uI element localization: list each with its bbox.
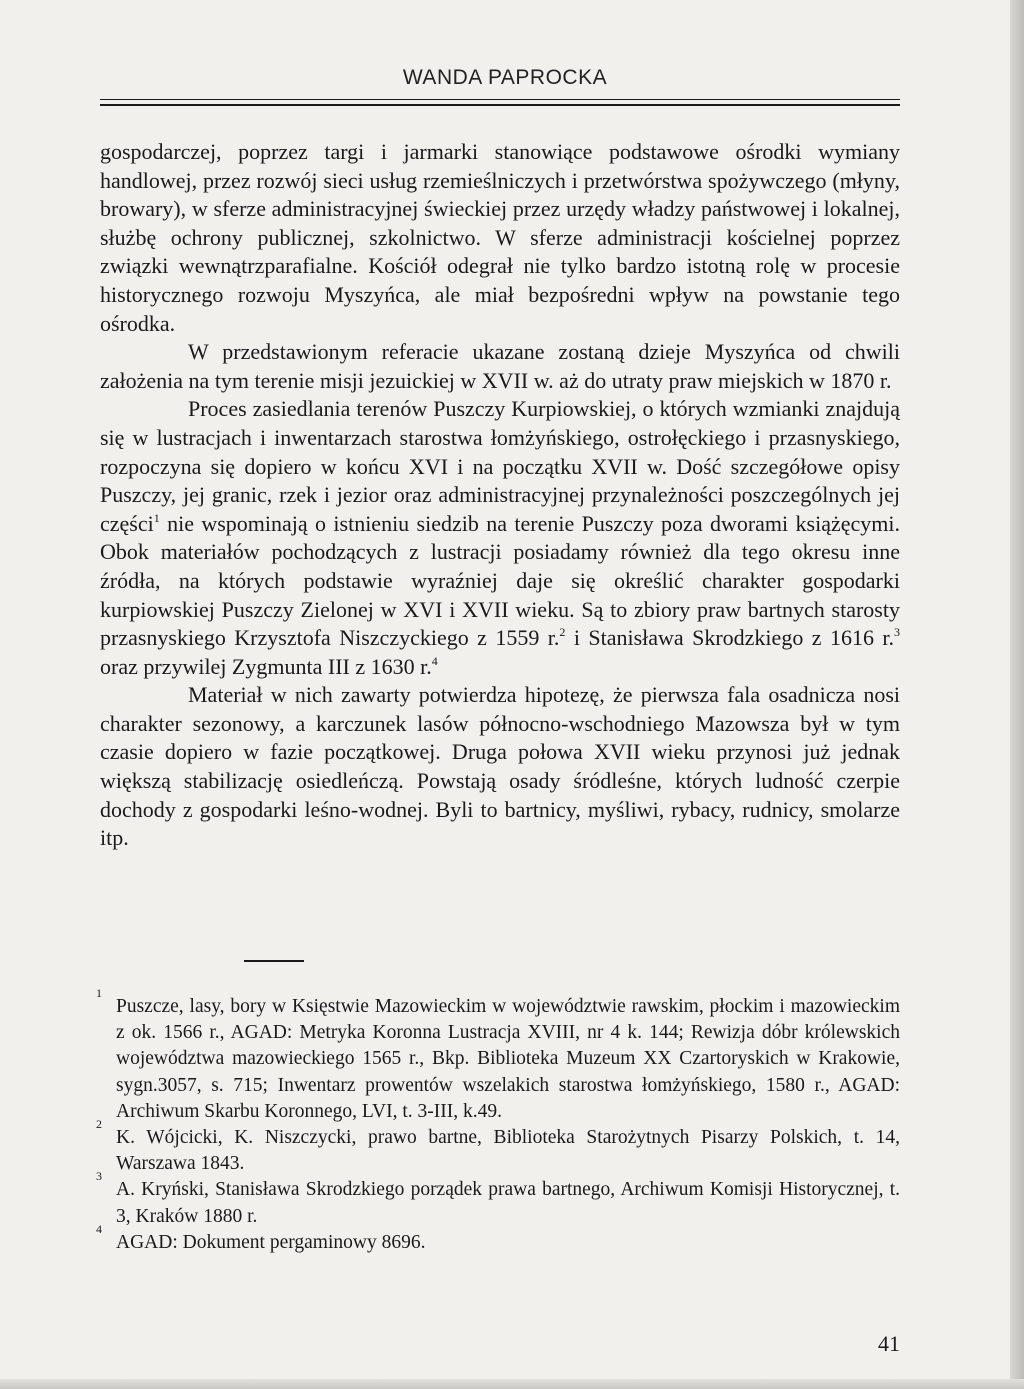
- paragraph: [100, 338, 900, 395]
- paragraph-text: Proces zasiedlania terenów Puszczy Kurpiowskiej, o których wzmianki znajdują się w lustracjach i inwentarzach starostwa łomżyńskiego, ostrołęckiego i przasnyskiego, rozpoczyna się dopiero w końcu XVI i na początku XVII w. Dość szczegółowe opisy Puszczy, jej granic, rzek i jezior oraz administracyjnej przynależności poszczególnych jej części: [100, 396, 900, 536]
- footnote-number: 2: [96, 1117, 102, 1132]
- footnote-text: A. Kryński, Stanisława Skrodzkiego porządek prawa bartnego, Archiwum Komisji Historycznej, t. 3, Kraków 1880 r.: [116, 1179, 900, 1227]
- footnote-text: Puszcze, lasy, bory w Księstwie Mazowieckim w województwie rawskim, płockim i mazowieckim z ok. 1566 r., AGAD: Metryka Koronna Lustracja XVIII, nr 4 k. 144; Rewizja dóbr królewskich województwa mazowieckiego 1565 r., Bkp. Biblioteka Muzeum XX Czartoryskich w Krakowie, sygn.3057, s. 715; Inwentarz prowentów wszelakich starostwa łomżyńskiego, 1580 r., AGAD: Archiwum Skarbu Koronnego, LVI, t. 3-III, k.49.: [116, 996, 900, 1122]
- header-rule-thick: [100, 104, 900, 106]
- footnote-reference: 2: [559, 625, 566, 640]
- footnote-separator: [244, 960, 304, 962]
- running-head: WANDA PAPROCKA: [402, 66, 608, 89]
- paragraph-text: Materiał w nich zawarty potwierdza hipotezę, że pierwsza fala osadnicza nosi charakter sezonowy, a karczunek lasów północno-wschodniego Mazowsza był w tym czasie dopiero w fazie początkowej. Druga połowa XVII wieku przynosi już jednak większą stabilizację osiedleńczą. Powstają osady śródleśne, których ludność czerpie dochody z gospodarki leśno-wodnej. Byli to bartnicy, myśliwi, rybacy, rudnicy, smolarze itp.: [100, 682, 900, 851]
- footnote-text: AGAD: Dokument pergaminowy 8696.: [116, 1231, 426, 1253]
- page-edge-bottom: [0, 1379, 1024, 1389]
- page-edge-right: [1010, 0, 1024, 1389]
- footnotes: [96, 986, 900, 1256]
- page-number: 41: [878, 1331, 900, 1356]
- paragraph: [100, 681, 900, 853]
- paragraph-text: nie wspominają o istnieniu siedzib na terenie Puszczy poza dworami książęcymi. Obok materiałów pochodzących z lustracji posiadamy również dla tego okresu inne źródła, na których podstawie wyraźniej daje się określić charakter gospodarki kurpiowskiej Puszczy Zielonej w XVI i XVII wieku. Są to zbiory praw bartnych starosty przasnyskiego Krzysztofa Niszczyckiego z 1559 r.: [100, 510, 900, 651]
- footnote-reference: 4: [431, 653, 438, 668]
- footnote-number: 1: [96, 986, 102, 1000]
- paragraph: [100, 395, 900, 681]
- footnote: [96, 1117, 900, 1177]
- paragraph-text: i Stanisława Skrodzkiego z 1616 r.: [565, 625, 894, 651]
- footnote-number: 3: [96, 1169, 102, 1184]
- header-rule-thin: [100, 99, 900, 100]
- footnote-reference: 1: [153, 510, 160, 525]
- paragraph: [100, 138, 900, 338]
- paragraph-text: gospodarczej, poprzez targi i jarmarki stanowiące podstawowe ośrodki wymiany handlowej, przez rozwój sieci usług rzemieślniczych i przetwórstwa spożywczego (młyny, browary), w sferze administracyjnej świeckiej przez urzędy władzy państwowej i lokalnej, służbę ochrony publicznej, szkolnictwo. W sferze administracji kościelnej poprzez związki wewnątrzparafialne. Kościół odegrał nie tylko bardzo istotną rolę w procesie historycznego rozwoju Myszyńca, ale miał bezpośredni wpływ na powstanie tego ośrodka.: [100, 139, 900, 336]
- footnote: [96, 1221, 900, 1256]
- paragraph-text: oraz przywilej Zygmunta III z 1630 r.: [100, 653, 432, 679]
- body-text: [100, 138, 900, 853]
- footnote-text: K. Wójcicki, K. Niszczycki, prawo bartne, Biblioteka Starożytnych Pisarzy Polskich, t. 14, Warszawa 1843.: [116, 1127, 900, 1175]
- footnote-number: 4: [96, 1221, 102, 1236]
- footnote: [96, 1169, 900, 1229]
- footnote: [96, 986, 900, 1125]
- paragraph-text: W przedstawionym referacie ukazane zostaną dzieje Myszyńca od chwili założenia na tym terenie misji jezuickiej w XVII w. aż do utraty praw miejskich w 1870 r.: [100, 339, 900, 393]
- footnote-reference: 3: [893, 625, 900, 640]
